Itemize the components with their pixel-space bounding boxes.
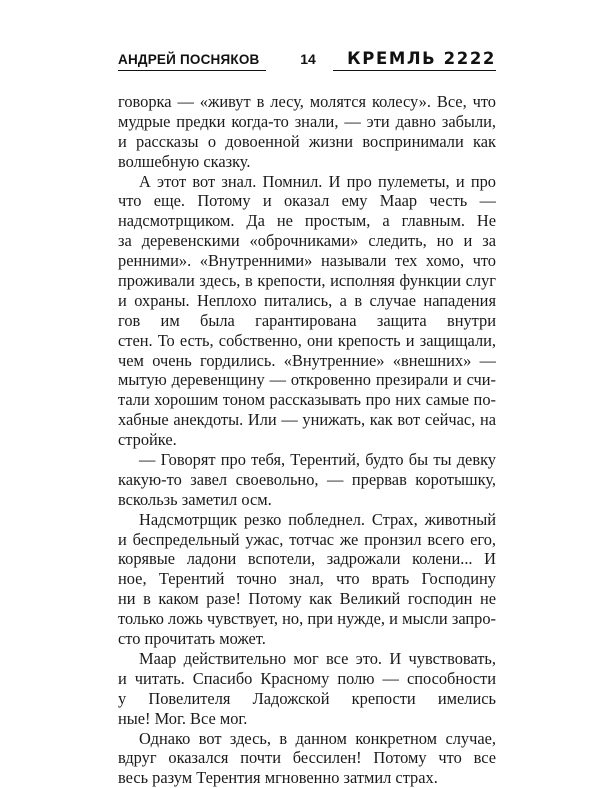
text-line: тали хорошим тоном рассказывать про них самые по- xyxy=(118,390,496,410)
text-line: волшебную сказку. xyxy=(118,152,496,172)
text-line: весь разум Терентия мгновенно затмил страх. xyxy=(118,768,496,788)
header-author: АНДРЕЙ ПОСНЯКОВ xyxy=(118,52,259,67)
text-line: корявые ладони вспотели, задрожали колени... И xyxy=(118,549,496,569)
paragraph xyxy=(118,729,496,788)
text-line: мудрые предки когда-то знали, — эти давно забыли, xyxy=(118,112,496,132)
running-header xyxy=(118,50,496,72)
text-line: Маар действительно мог все это. И чувствовать, xyxy=(118,649,496,669)
text-line: — Говорят про тебя, Терентий, будто бы ты девку xyxy=(118,450,496,470)
text-line: стен. То есть, собственно, они крепость и защищали, xyxy=(118,331,496,351)
text-line: проживали здесь, в крепости, исполняя функции слуг xyxy=(118,271,496,291)
text-line: вскользь заметил осм. xyxy=(118,490,496,510)
text-line: говорка — «живут в лесу, молятся колесу». Все, что xyxy=(118,92,496,112)
page-number: 14 xyxy=(288,51,328,67)
paragraph xyxy=(118,510,496,649)
text-line: ные! Мог. Все мог. xyxy=(118,709,496,729)
text-line: хабные анекдоты. Или — унижать, как вот сейчас, на xyxy=(118,410,496,430)
header-rule-right xyxy=(333,70,496,71)
text-line: стройке. xyxy=(118,430,496,450)
text-line: А этот вот знал. Помнил. И про пулеметы, и про xyxy=(118,172,496,192)
text-line: и рассказы о довоенной жизни воспринимали как xyxy=(118,132,496,152)
text-line: и читать. Спасибо Красному полю — способности xyxy=(118,669,496,689)
text-line: Однако вот здесь, в данном конкретном случае, xyxy=(118,729,496,749)
text-line: ренними». «Внутренними» называли тех хомо, что xyxy=(118,251,496,271)
paragraph xyxy=(118,450,496,510)
header-rule-left xyxy=(118,70,266,71)
text-line: у Повелителя Ладожской крепости имелись xyxy=(118,689,496,709)
text-line: гов им была гарантирована защита внутри xyxy=(118,311,496,331)
paragraph xyxy=(118,92,496,172)
header-book-title: КРЕМЛЬ 2222 xyxy=(347,49,496,68)
text-line: что еще. Потому и оказал ему Маар честь — xyxy=(118,191,496,211)
body-text xyxy=(118,92,496,788)
text-line: за деревенскими «оброчниками» следить, но и за xyxy=(118,231,496,251)
text-line: ни в каком разе! Потому как Великий господин не xyxy=(118,589,496,609)
text-line: вдруг оказался почти бессилен! Потому что все xyxy=(118,748,496,768)
text-line: чем очень гордились. «Внутренние» «внешних» — xyxy=(118,351,496,371)
text-line: сто прочитать может. xyxy=(118,629,496,649)
text-line: и охраны. Неплохо питались, а в случае нападения xyxy=(118,291,496,311)
text-line: надсмотрщиком. Да не простым, а главным. Не xyxy=(118,211,496,231)
text-line: Надсмотрщик резко побледнел. Страх, животный xyxy=(118,510,496,530)
text-line: какую-то завел своевольно, — прервав коротышку, xyxy=(118,470,496,490)
text-line: и беспредельный ужас, тотчас же пронзил всего его, xyxy=(118,530,496,550)
paragraph xyxy=(118,172,496,450)
text-line: только ложь чувствует, но, при нужде, и мысли запро- xyxy=(118,609,496,629)
text-line: мытую деревенщину — откровенно презирали и счи- xyxy=(118,370,496,390)
paragraph xyxy=(118,649,496,729)
text-line: ное, Терентий точно знал, что врать Господину xyxy=(118,569,496,589)
